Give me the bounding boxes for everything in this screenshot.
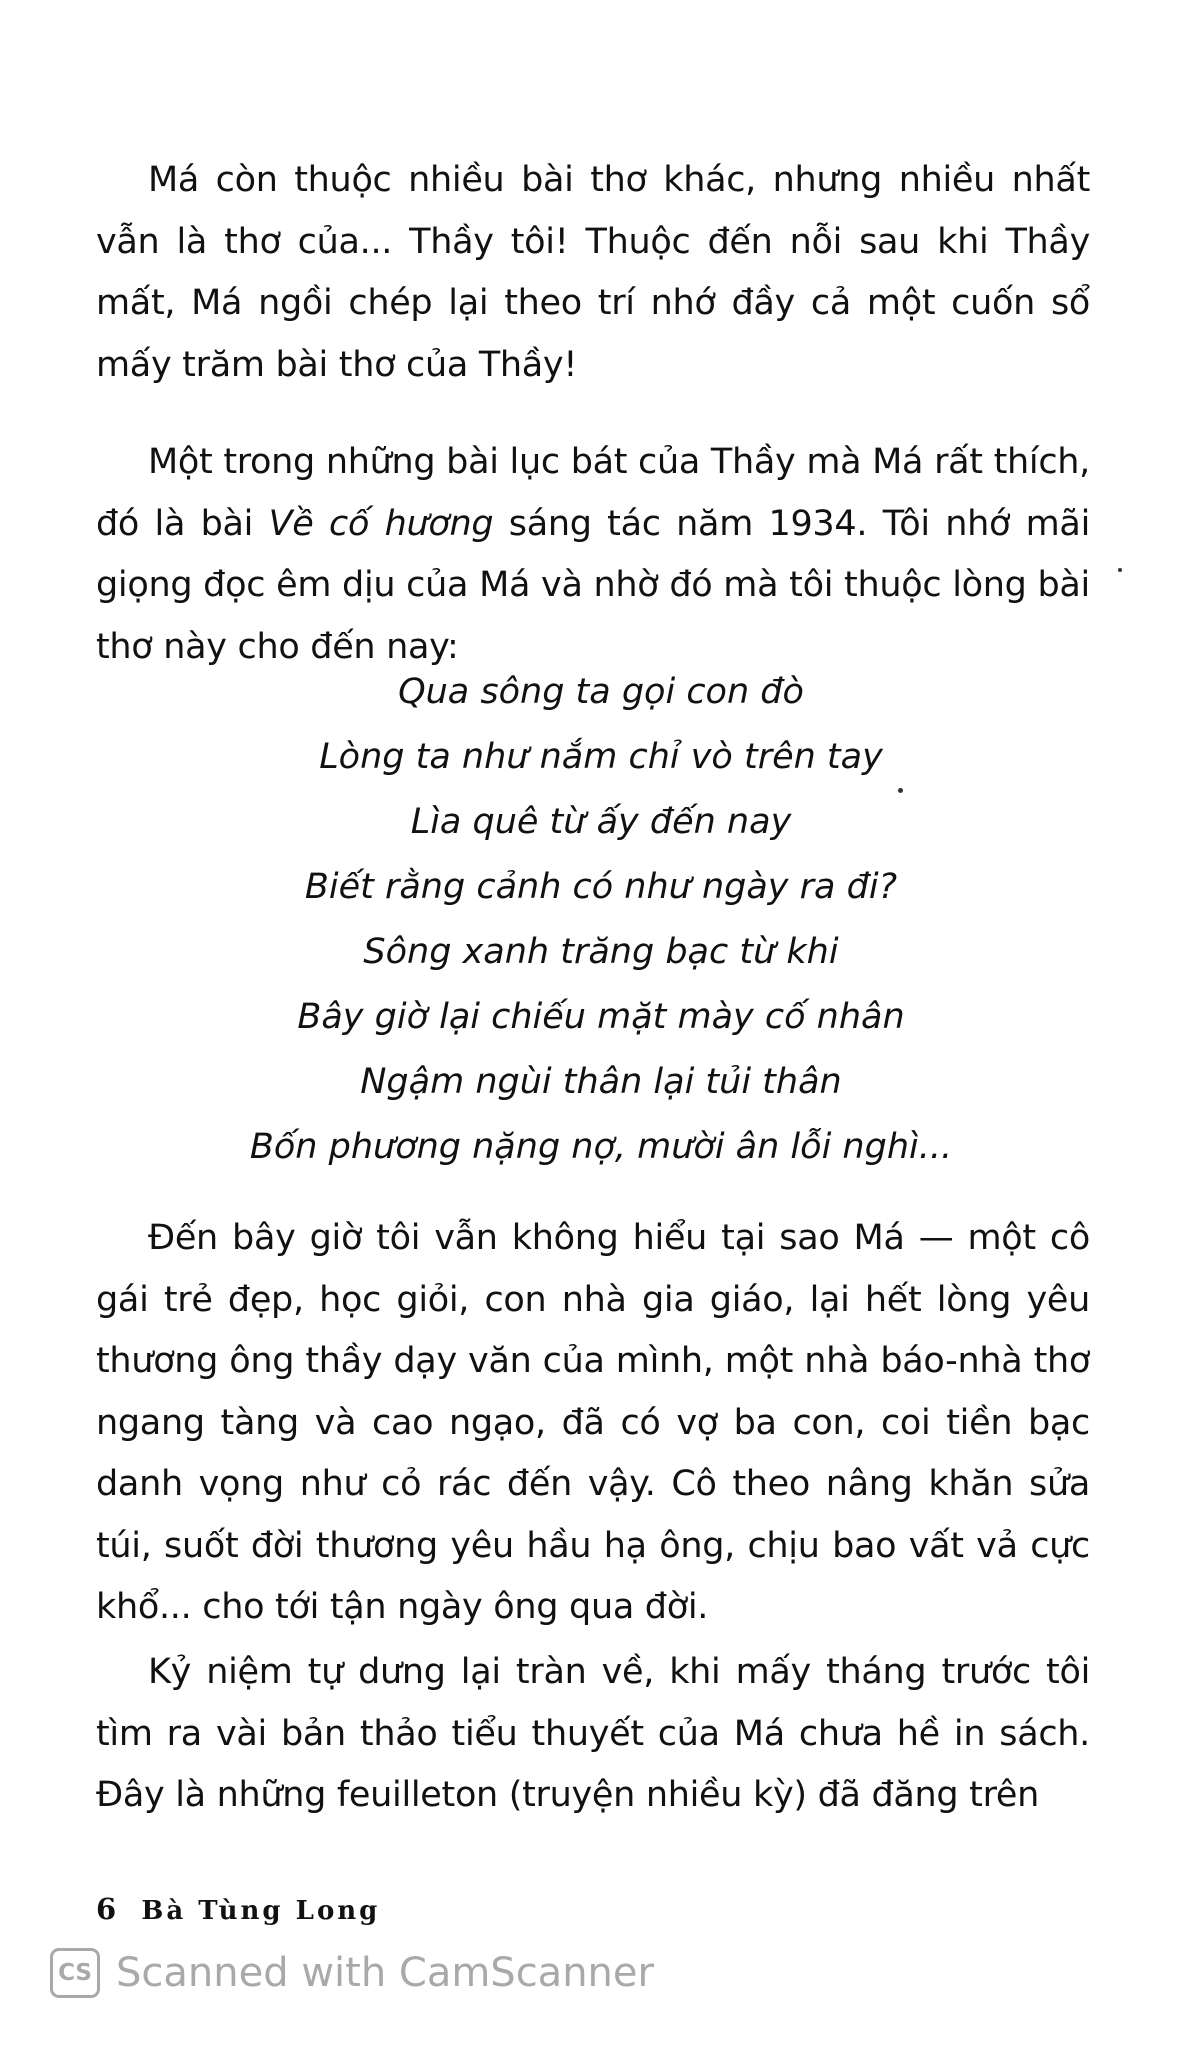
camscanner-logo-icon: CS — [50, 1948, 100, 1998]
paragraph-1: Má còn thuộc nhiều bài thơ khác, nhưng nhiều nhất vẫn là thơ của... Thầy tôi! Thuộc đến nỗi sau khi Thầy mất, Má ngồi chép lại theo trí nhớ đầy cả một cuốn sổ mấy trăm bài thơ của Thầy! — [96, 160, 1090, 385]
paragraph-2-text-before: Một trong những bài lục bát của Thầy mà Má rất thích, đó là bài — [96, 442, 1090, 544]
paragraph-3: Đến bây giờ tôi vẫn không hiểu tại sao Má — một cô gái trẻ đẹp, học giỏi, con nhà gia giáo, lại hết lòng yêu thương ông thầy dạy văn của mình, một nhà báo-nhà thơ ngang tàng và cao ngạo, đã có vợ ba con, coi tiền bạc danh vọng như cỏ rác đến vậy. Cô theo nâng khăn sửa túi, suốt đời thương yêu hầu hạ ông, chịu bao vất vả cực khổ... cho tới tận ngày ông qua đời. — [96, 1218, 1090, 1627]
paragraph-2 — [96, 432, 1090, 678]
paragraph-2-text-after: sáng tác năm 1934. Tôi nhớ mãi giọng đọc êm dịu của Má và nhờ đó mà tôi thuộc lòng bài thơ này cho đến nay: — [96, 503, 1090, 667]
poem-title: Về cố hương — [268, 503, 494, 544]
poem-line: Ngậm ngùi thân lại tủi thân — [360, 1062, 842, 1102]
poem-line: Lòng ta như nắm chỉ vò trên tay — [319, 737, 883, 777]
page-number: 6 — [96, 1892, 117, 1926]
poem-line: Biết rằng cảnh có như ngày ra đi? — [304, 867, 898, 907]
poem-line: Bốn phương nặng nợ, mười ân lỗi nghì... — [249, 1127, 953, 1167]
camscanner-watermark — [50, 1948, 654, 1998]
running-author: Bà Tùng Long — [141, 1896, 381, 1926]
poem-line: Qua sông ta gọi con đò — [398, 672, 804, 712]
poem-line: Bây giờ lại chiếu mặt mày cố nhân — [297, 997, 905, 1037]
scan-speck — [898, 788, 903, 793]
scan-speck — [1118, 568, 1122, 572]
paragraph-4: Kỷ niệm tự dưng lại tràn về, khi mấy tháng trước tôi tìm ra vài bản thảo tiểu thuyết của Má chưa hề in sách. Đây là những feuilleton (truyện nhiều kỳ) đã đăng trên — [96, 1652, 1090, 1815]
poem — [96, 660, 1098, 1180]
watermark-text: Scanned with CamScanner — [116, 1950, 654, 1996]
page-footer — [96, 1892, 380, 1926]
poem-line: Lìa quê từ ấy đến nay — [410, 802, 792, 842]
poem-line: Sông xanh trăng bạc từ khi — [363, 932, 839, 972]
